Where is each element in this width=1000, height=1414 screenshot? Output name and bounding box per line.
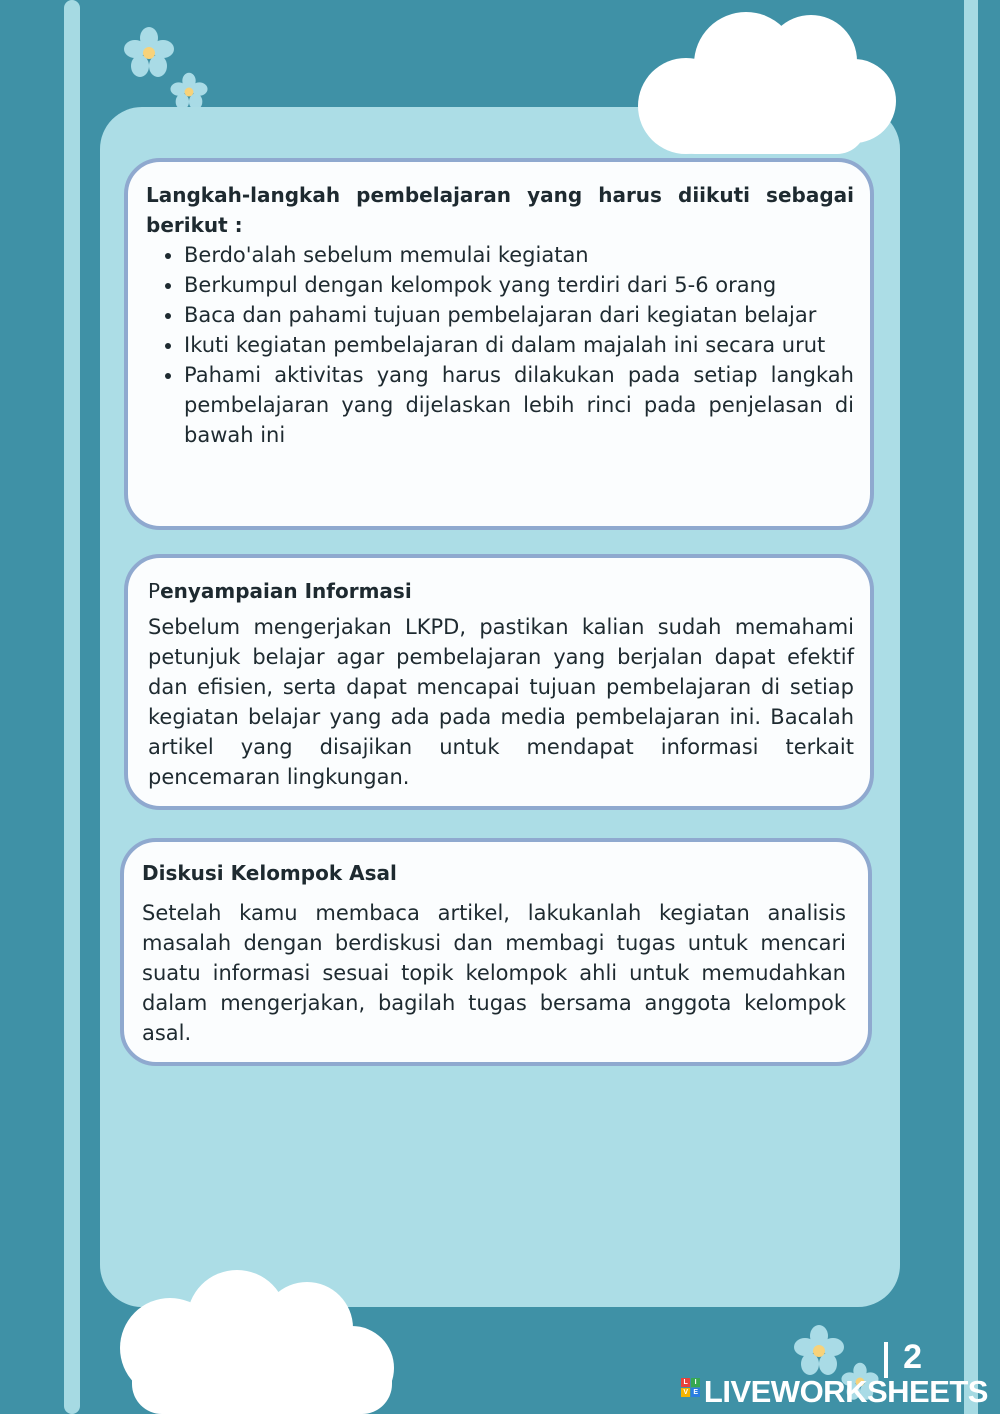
information-heading: [148, 576, 854, 606]
information-body: Sebelum mengerjakan LKPD, pastikan kalian sudah memahami petunjuk belajar agar pembelajaran yang berjalan dapat efektif dan efisien, serta dapat mencapai tujuan pembelajaran di setiap kegiatan belajar yang ada pada media pembelajaran ini. Bacalah artikel yang disajikan untuk mendapat informasi terkait pencemaran lingkungan.: [148, 615, 854, 789]
list-item: • Berdo'alah sebelum memulai kegiatan: [184, 240, 854, 270]
right-stripe: [964, 0, 978, 1414]
list-item: • Ikuti kegiatan pembelajaran di dalam majalah ini secara urut: [184, 330, 854, 360]
logo-letter: V: [681, 1388, 690, 1397]
learning-steps-card: [124, 158, 874, 530]
cloud-icon: [626, 6, 900, 156]
list-item: • Berkumpul dengan kelompok yang terdiri dari 5-6 orang: [184, 270, 854, 300]
steps-list: [146, 240, 854, 450]
steps-heading: Langkah-langkah pembelajaran yang harus diikuti sebagai berikut :: [146, 183, 854, 237]
liveworksheets-watermark: [681, 1374, 988, 1410]
page-number: 2: [903, 1338, 922, 1376]
logo-letter: I: [691, 1378, 700, 1387]
watermark-text: LIVEWORKSHEETS: [703, 1374, 988, 1409]
left-stripe: [64, 0, 80, 1414]
information-card: [124, 554, 874, 810]
discussion-body: Setelah kamu membaca artikel, lakukanlah kegiatan analisis masalah dengan berdiskusi dan membagi tugas untuk mencari suatu informasi sesuai topik kelompok ahli untuk memudahkan dalam mengerjakan, bagilah tugas bersama anggota kelompok asal.: [142, 901, 846, 1045]
liveworksheets-logo-icon: [681, 1378, 700, 1407]
flower-icon: [168, 72, 210, 112]
heading-rest: enyampaian Informasi: [160, 579, 412, 603]
page-number-divider: [884, 1342, 888, 1378]
flower-icon: [792, 1324, 846, 1378]
list-item: • Baca dan pahami tujuan pembelajaran dari kegiatan belajar: [184, 300, 854, 330]
discussion-card: [120, 838, 872, 1066]
logo-letter: E: [691, 1388, 700, 1397]
heading-first-letter: P: [148, 579, 161, 603]
list-item: • Pahami aktivitas yang harus dilakukan pada setiap langkah pembelajaran yang dijelaskan lebih rinci pada penjelasan di bawah ini: [184, 360, 854, 450]
discussion-heading: Diskusi Kelompok Asal: [142, 861, 397, 885]
logo-letter: L: [681, 1378, 690, 1387]
cloud-icon: [112, 1268, 402, 1414]
